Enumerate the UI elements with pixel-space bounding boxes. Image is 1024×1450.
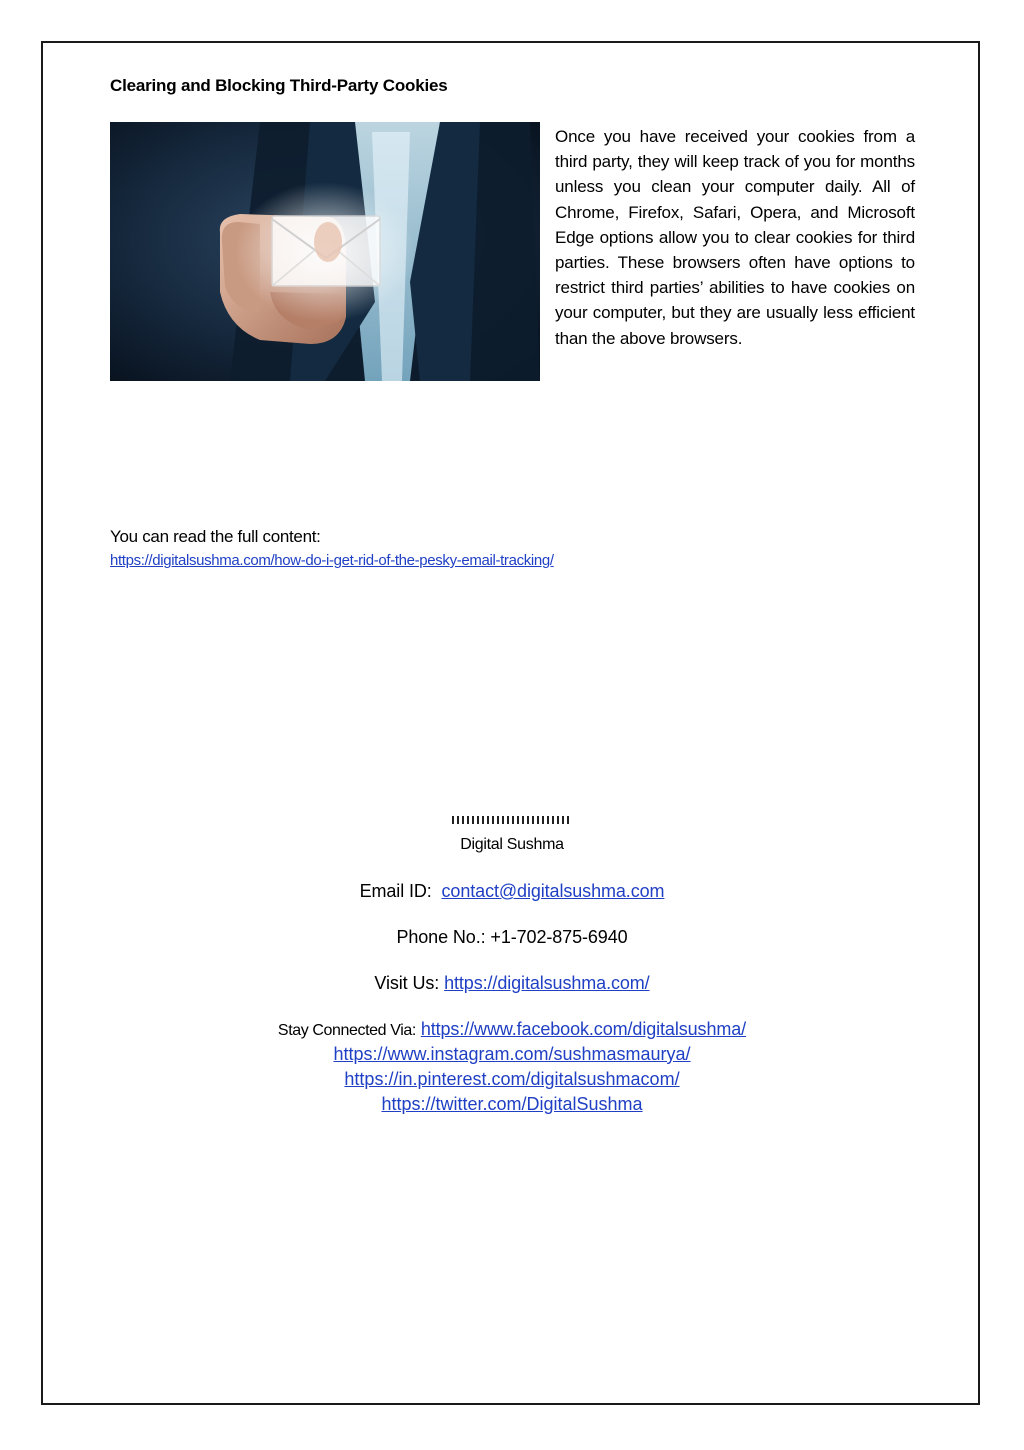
website-link[interactable]: https://digitalsushma.com/: [444, 973, 650, 993]
facebook-link[interactable]: https://www.facebook.com/digitalsushma/: [420, 1019, 747, 1039]
article-link[interactable]: https://digitalsushma.com/how-do-i-get-rid-of-the-pesky-email-tracking/: [110, 552, 554, 569]
twitter-line: [0, 1094, 1024, 1115]
brand-name: Digital Sushma: [460, 836, 564, 853]
email-tracking-photo: [110, 122, 540, 381]
pinterest-link[interactable]: https://in.pinterest.com/digitalsushmacom/: [344, 1069, 680, 1089]
visit-label: Visit Us:: [374, 973, 440, 993]
email-line: [0, 881, 1024, 902]
twitter-link[interactable]: https://twitter.com/DigitalSushma: [381, 1094, 643, 1114]
visit-line: [0, 973, 1024, 994]
email-link[interactable]: contact@digitalsushma.com: [441, 881, 665, 901]
article-paragraph: Once you have received your cookies from a third party, they will keep track of you for months unless you clean your computer daily. All of Chrome, Firefox, Safari, Opera, and Microsoft Edge options allow you to clear cookies for third parties. These browsers often have options to restrict third parties’ abilities to have cookies on your computer, but they are usually less efficient than the above browsers.: [555, 127, 915, 348]
signature-mark: [0, 812, 1024, 829]
stay-connected-line: [0, 1019, 1024, 1040]
section-heading: Clearing and Blocking Third-Party Cookies: [110, 76, 448, 95]
read-more-label: You can read the full content:: [110, 527, 321, 546]
pinterest-line: [0, 1069, 1024, 1090]
instagram-link[interactable]: https://www.instagram.com/sushmasmaurya/: [333, 1044, 691, 1064]
email-label: Email ID:: [359, 881, 432, 901]
stay-connected-label: Stay Connected Via:: [277, 1022, 416, 1039]
phone-number: Phone No.: +1-702-875-6940: [396, 927, 628, 947]
instagram-line: [0, 1044, 1024, 1065]
